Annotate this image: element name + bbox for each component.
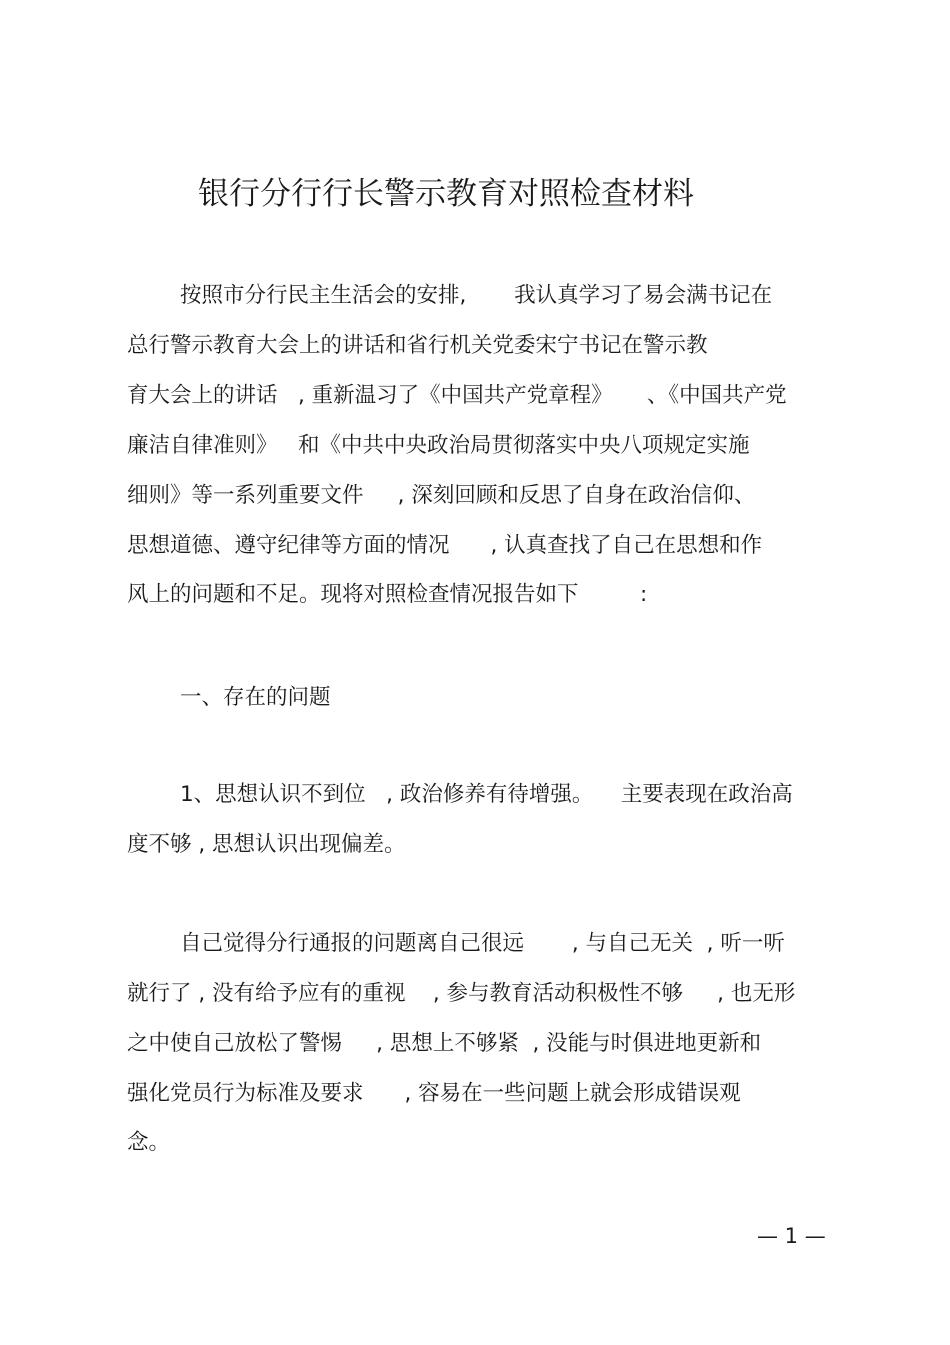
- paragraph-1-line-2: 总行警示教育大会上的讲话和省行机关党委宋宁书记在警示教: [127, 333, 708, 358]
- paragraph-3-line-5: 念。: [127, 1130, 171, 1155]
- paragraph-1-line-5: 细则》等一系列重要文件 , 深刻回顾和反思了自身在政治信仰、: [127, 483, 756, 508]
- paragraph-3-line-1: 自己觉得分行通报的问题离自己很远 , 与自己无关 , 听一听: [180, 931, 785, 956]
- paragraph-1-line-6: 思想道德、遵守纪律等方面的情况 , 认真查找了自己在思想和作: [127, 533, 763, 558]
- paragraph-3-line-3: 之中使自己放松了警惕 , 思想上不够紧 , 没能与时俱进地更新和: [127, 1031, 762, 1056]
- paragraph-1-line-4: 廉洁自律准则》 和《中共中央政治局贯彻落实中央八项规定实施: [127, 433, 750, 458]
- page-number: — 1 —: [757, 1224, 826, 1248]
- paragraph-2-line-2: 度不够 , 思想认识出现偏差。: [127, 832, 406, 857]
- paragraph-3-line-4: 强化党员行为标准及要求 , 容易在一些问题上就会形成错误观: [127, 1081, 741, 1106]
- section-heading: 一、存在的问题: [180, 685, 331, 710]
- paragraph-2-line-1: 1、思想认识不到位 , 政治修养有待增强。 主要表现在政治高: [180, 782, 793, 807]
- document-title: 银行分行行长警示教育对照检查材料: [198, 176, 694, 212]
- paragraph-1-line-1: 按照市分行民主生活会的安排, 我认真学习了易会满书记在: [180, 283, 773, 308]
- paragraph-1-line-7: 风上的问题和不足。现将对照检查情况报告如下 :: [127, 582, 648, 607]
- paragraph-3-line-2: 就行了 , 没有给予应有的重视 , 参与教育活动积极性不够 , 也无形: [127, 981, 796, 1006]
- paragraph-1-line-3: 育大会上的讲话 , 重新温习了《中国共产党章程》 、《中国共产党: [127, 383, 787, 408]
